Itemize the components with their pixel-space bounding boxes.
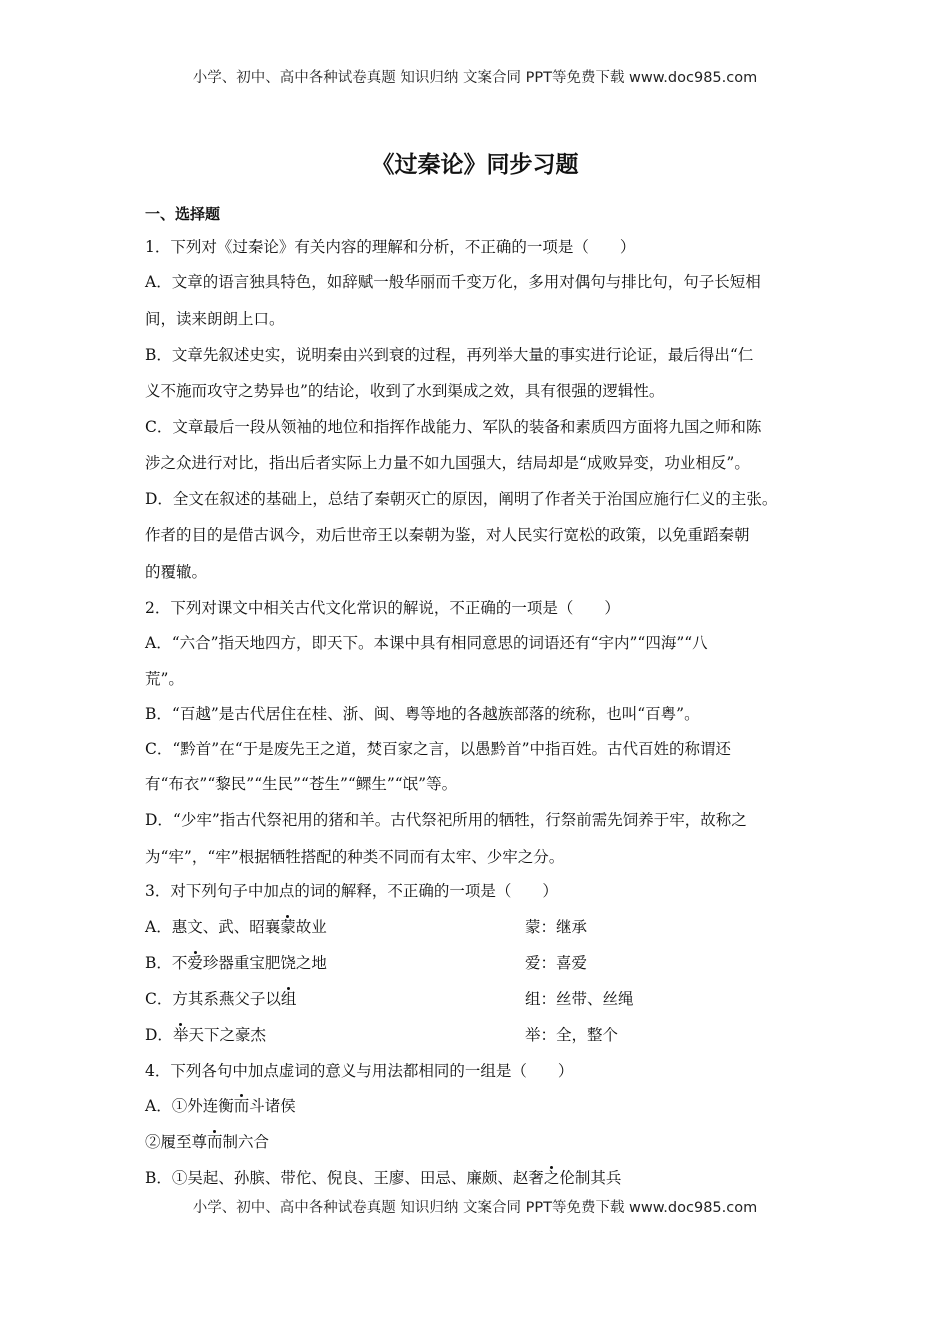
dotted-word: 举 [172,1026,189,1044]
dotted-word: 而 [207,1133,223,1151]
dotted-word: 组 [280,990,297,1008]
footer-banner: 小学、初中、高中各种试卷真题 知识归纳 文案合同 PPT等免费下载 www.doc985.com [192,1200,758,1216]
q1-option-a-line1: A．文章的语言独具特色，如辞赋一般华丽而千变万化，多用对偶句与排比句，句子长短相 [145,273,761,291]
q2-option-c-line1: C．“黔首”在“于是废先王之道，焚百家之言，以愚黔首”中指百姓。古代百姓的称谓还 [145,740,732,758]
q4-option-a-2 [145,1131,269,1153]
q3-option-a-post: 故业 [295,918,327,936]
q4-option-a-2-pre: ②履至尊 [145,1133,208,1151]
q3-option-b [145,952,785,974]
q1-option-a-line2: 间，读来朗朗上口。 [145,310,285,328]
q3-option-a [145,916,785,938]
q4-option-b-1-pre: B．①吴起、孙膑、带佗、倪良、王廖、田忌、廉颇、赵奢 [145,1169,544,1187]
q3-option-c [145,988,785,1010]
q1-stem: 1．下列对《过秦论》有关内容的理解和分析，不正确的一项是（ ） [145,238,636,256]
dotted-word: 而 [233,1097,250,1115]
q3-option-b-pre: B．不 [145,954,188,972]
q3-option-d-pre: D． [145,1026,173,1044]
q2-option-b-line1: B．“百越”是古代居住在桂、浙、闽、粤等地的各越族部落的统称，也叫“百粤”。 [145,705,700,723]
q3-option-b-post: 珍器重宝肥饶之地 [202,954,327,972]
q4-option-b-1-post: 伦制其兵 [559,1169,622,1187]
q1-option-b-line2: 义不施而攻守之势异也”的结论，收到了水到渠成之效，具有很强的逻辑性。 [145,382,665,400]
q2-option-d-line2: 为“牢”，“牢”根据牺牲搭配的种类不同而有太牢、少牢之分。 [145,848,565,866]
q2-option-a-line2: 荒”。 [145,670,184,688]
q3-option-b-meaning: 爱：喜爱 [525,954,588,972]
q4-option-a-1-post: 斗诸侯 [249,1097,296,1115]
q1-option-d-line1: D．全文在叙述的基础上，总结了秦朝灭亡的原因，阐明了作者关于治国应施行仁义的主张。 [145,490,778,508]
q2-option-d-line1: D．“少牢”指古代祭祀用的猪和羊。古代祭祀所用的牺牲，行祭前需先饲养于牢，故称之 [145,811,747,829]
dotted-word: 爱 [187,954,203,972]
q3-option-c-meaning: 组：丝带、丝绳 [525,990,634,1008]
section-heading: 一、选择题 [145,205,221,223]
q4-option-a-2-post: 制六合 [222,1133,270,1151]
q1-option-d-line3: 的覆辙。 [145,563,208,581]
q3-stem: 3．对下列句子中加点的词的解释，不正确的一项是（ ） [145,882,558,900]
q3-option-d [145,1024,785,1046]
q4-stem: 4．下列各句中加点虚词的意义与用法都相同的一组是（ ） [145,1062,574,1080]
q1-option-c-line1: C．文章最后一段从领袖的地位和指挥作战能力、军队的装备和素质四方面将九国之师和陈 [145,418,762,436]
q4-option-a-1-pre: A．①外连衡 [145,1097,234,1115]
q1-option-c-line2: 涉之众进行对比，指出后者实际上力量不如九国强大，结局却是“成败异变，功业相反”。 [145,454,750,472]
q3-option-a-pre: A．惠文、武、昭襄 [145,918,281,936]
q1-option-b-line1: B．文章先叙述史实，说明秦由兴到衰的过程，再列举大量的事实进行论证，最后得出“仁 [145,346,754,364]
q4-option-b-1 [145,1167,621,1189]
q2-stem: 2．下列对课文中相关古代文化常识的解说，不正确的一项是（ ） [145,599,620,617]
q3-option-d-post: 天下之豪杰 [188,1026,266,1044]
q3-option-a-meaning: 蒙：继承 [525,918,588,936]
q4-option-a-1 [145,1095,296,1117]
q3-option-d-meaning: 举：全，整个 [525,1026,619,1044]
page-title: 《过秦论》同步习题 [371,152,579,178]
dotted-word: 蒙 [280,918,296,936]
q2-option-a-line1: A．“六合”指天地四方，即天下。本课中具有相同意思的词语还有“宇内”“四海”“八 [145,634,708,652]
dotted-word: 之 [543,1169,560,1187]
header-banner: 小学、初中、高中各种试卷真题 知识归纳 文案合同 PPT等免费下载 www.doc985.com [192,70,758,86]
q2-option-c-line2: 有“布衣”“黎民”“生民”“苍生”“鳏生”“氓”等。 [145,775,458,793]
q3-option-c-pre: C．方其系燕父子以 [145,990,281,1008]
q1-option-d-line2: 作者的目的是借古讽今，劝后世帝王以秦朝为鉴，对人民实行宽松的政策，以免重蹈秦朝 [145,526,750,544]
